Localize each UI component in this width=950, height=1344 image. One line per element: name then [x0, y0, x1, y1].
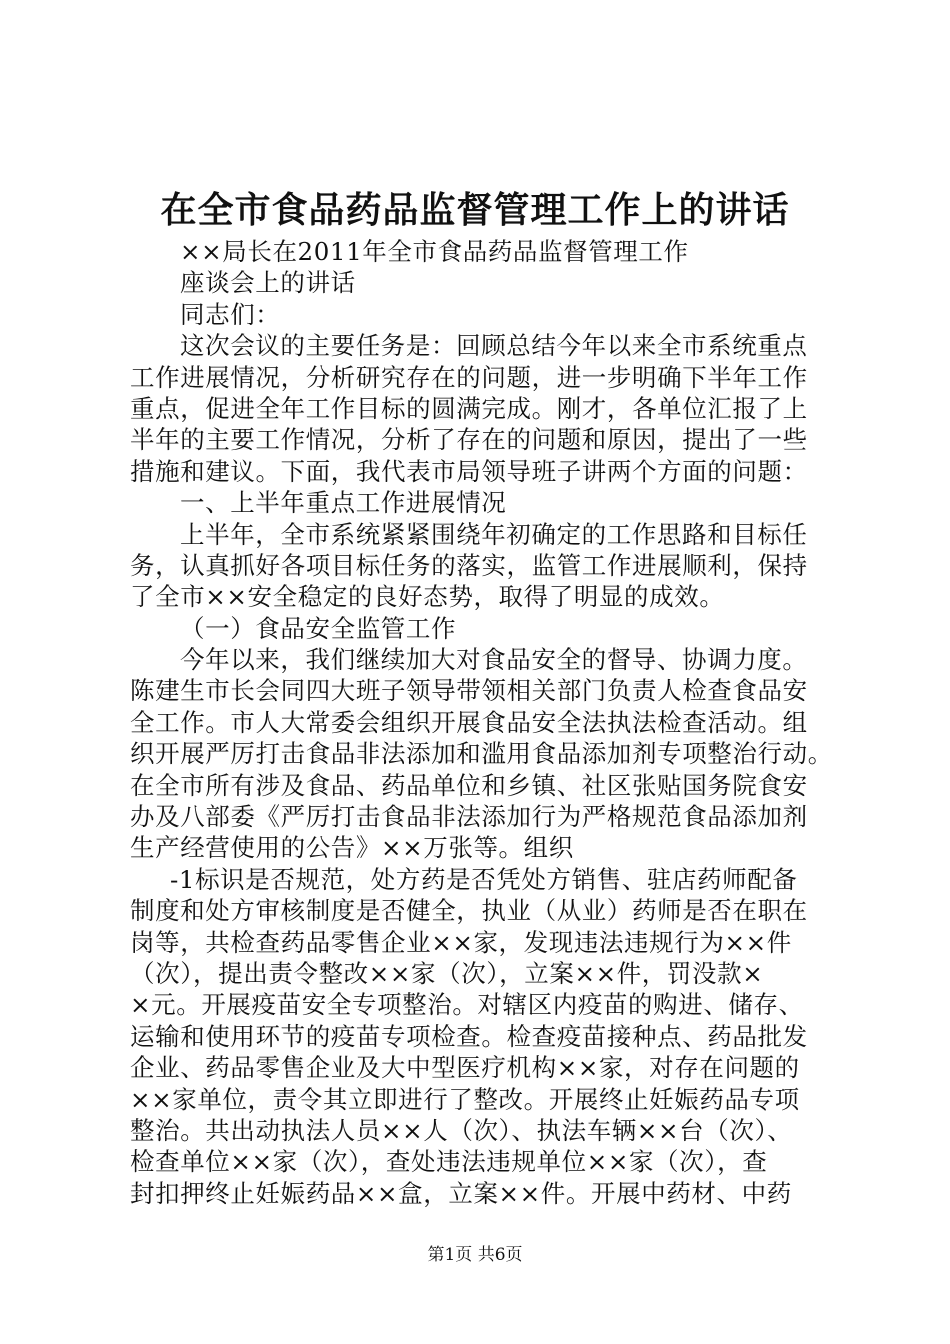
- paragraph-line: 工作进展情况，分析研究存在的问题，进一步明确下半年工作: [130, 362, 808, 392]
- paragraph-line: 了全市××安全稳定的良好态势，取得了明显的成效。: [130, 582, 725, 612]
- paragraph-line: 企业、药品零售企业及大中型医疗机构××家，对存在问题的: [130, 1053, 800, 1083]
- paragraph-line: ×元。开展疫苗安全专项整治。对辖区内疫苗的购进、储存、: [130, 990, 804, 1020]
- paragraph-line: 措施和建议。下面，我代表市局领导班子讲两个方面的问题：: [130, 456, 808, 486]
- paragraph-line: 在全市所有涉及食品、药品单位和乡镇、社区张贴国务院食安: [130, 770, 808, 800]
- paragraph-line: 上半年，全市系统紧紧围绕年初确定的工作思路和目标任: [180, 519, 808, 549]
- subtitle-line: ××局长在2011年全市食品药品监督管理工作: [180, 237, 689, 266]
- paragraph-line: 陈建生市长会同四大班子领导带领相关部门负责人检查食品安: [130, 676, 808, 706]
- document-body: [130, 236, 833, 1209]
- paragraph-line: （次），提出责令整改××家（次），立案××件，罚没款×: [130, 958, 764, 988]
- paragraph-line: 岗等，共检查药品零售企业××家，发现违法违规行为××件: [130, 927, 792, 957]
- paragraph-line: 检查单位××家（次），查处违法违规单位××家（次），查: [130, 1147, 768, 1177]
- paragraph-line: 这次会议的主要任务是：回顾总结今年以来全市系统重点: [180, 331, 808, 361]
- paragraph-line: 今年以来，我们继续加大对食品安全的督导、协调力度。: [180, 645, 808, 675]
- subsection-heading: （一）食品安全监管工作: [180, 613, 457, 643]
- section-heading: 一、上半年重点工作进展情况: [180, 488, 507, 518]
- paragraph-line: 整治。共出动执法人员××人（次）、执法车辆××台（次）、: [130, 1115, 793, 1145]
- paragraph-line: 织开展严厉打击食品非法添加和滥用食品添加剂专项整治行动。: [130, 739, 833, 769]
- paragraph-line: -1标识是否规范，处方药是否凭处方销售、驻店药师配备: [170, 864, 798, 894]
- paragraph-line: 生产经营使用的公告》××万张等。组织: [130, 833, 574, 863]
- paragraph-line: 全工作。市人大常委会组织开展食品安全法执法检查活动。组: [130, 707, 808, 737]
- paragraph-line: 重点，促进全年工作目标的圆满完成。刚才，各单位汇报了上: [130, 393, 808, 423]
- salutation: 同志们：: [180, 299, 281, 329]
- paragraph-line: 运输和使用环节的疫苗专项检查。检查疫苗接种点、药品批发: [130, 1021, 808, 1051]
- paragraph-line: 务，认真抓好各项目标任务的落实，监管工作进展顺利，保持: [130, 550, 808, 580]
- document-title: 在全市食品药品监督管理工作上的讲话: [160, 189, 790, 231]
- paragraph-line: ××家单位，责令其立即进行了整改。开展终止妊娠药品专项: [130, 1084, 800, 1114]
- paragraph-line: 封扣押终止妊娠药品××盒，立案××件。开展中药材、中药: [130, 1178, 792, 1208]
- page-number: 第1页 共6页: [427, 1245, 523, 1265]
- paragraph-line: 办及八部委《严厉打击食品非法添加行为严格规范食品添加剂: [130, 802, 808, 832]
- subtitle-line: 座谈会上的讲话: [180, 268, 356, 298]
- paragraph-line: 半年的主要工作情况，分析了存在的问题和原因，提出了一些: [130, 425, 808, 455]
- paragraph-line: 制度和处方审核制度是否健全，执业（从业）药师是否在职在: [130, 896, 808, 926]
